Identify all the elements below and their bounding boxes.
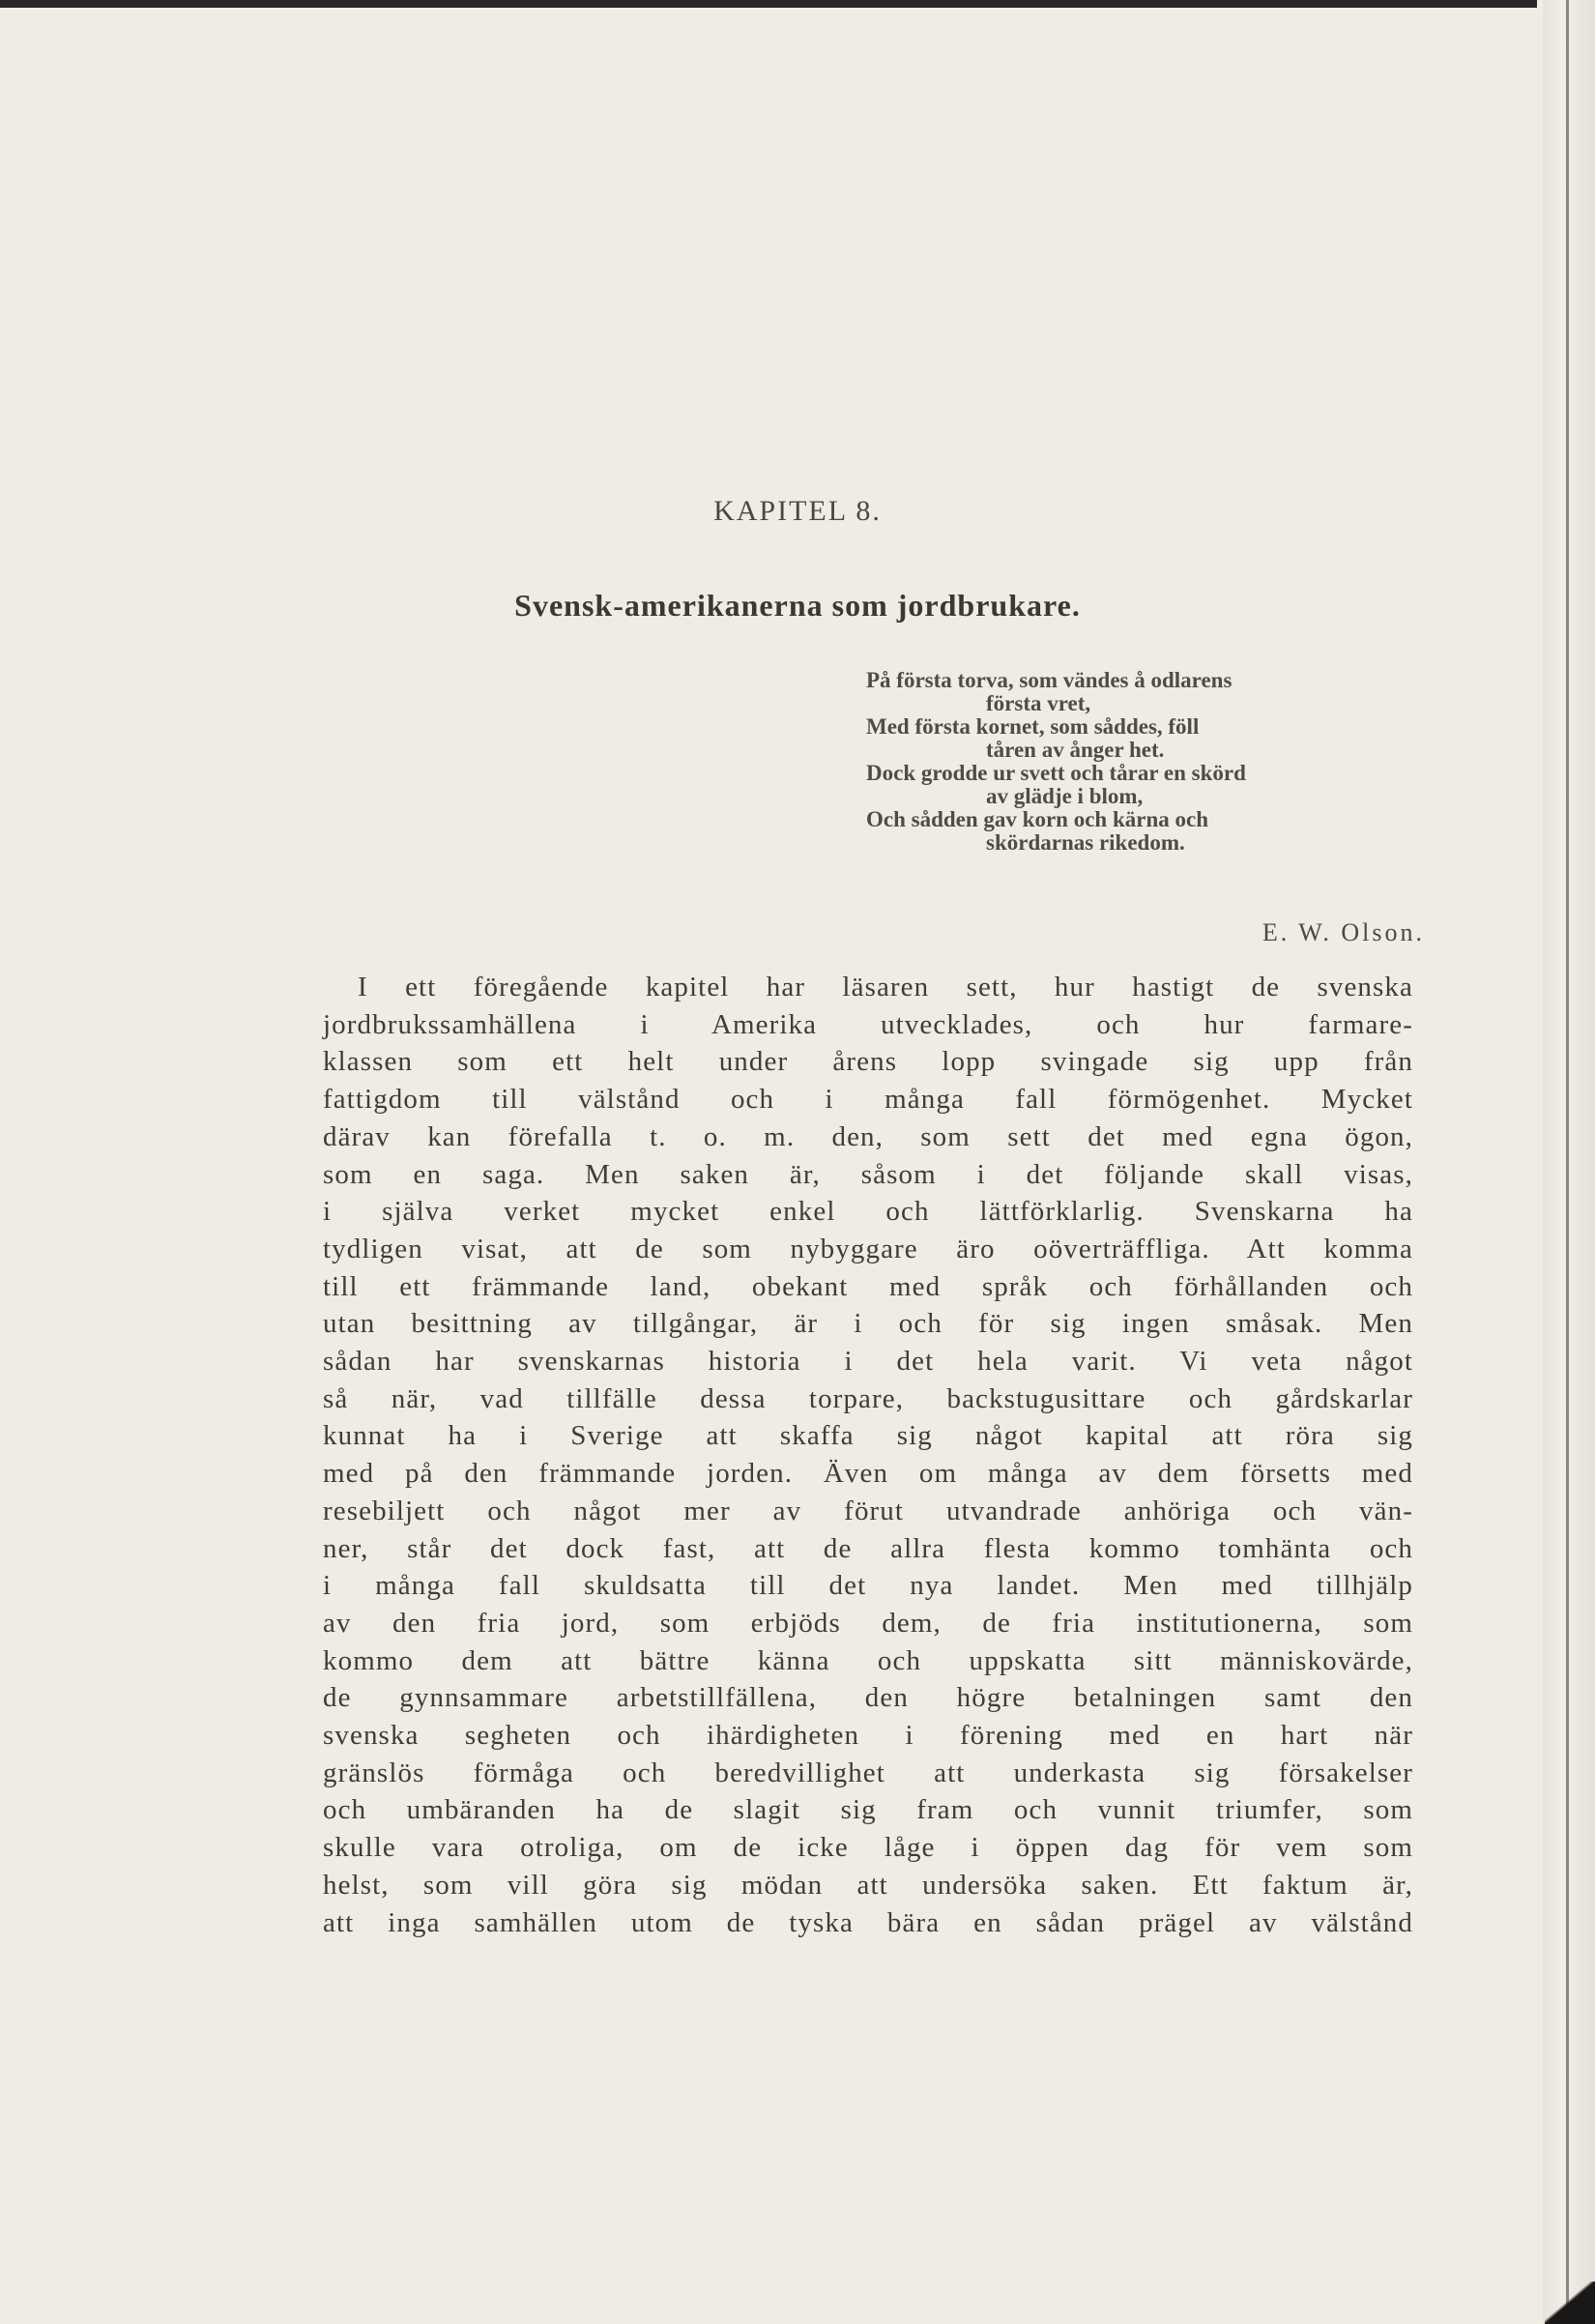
- epigraph-line: skördarnas rikedom.: [986, 830, 1185, 855]
- epigraph-line: av glädje i blom,: [986, 784, 1144, 808]
- body-line: tydligen visat, att de som nybyggare äro oöverträffliga. Att komma: [323, 1233, 1413, 1264]
- epigraph-attribution: E. W. Olson.: [1262, 918, 1425, 946]
- body-line: I ett föregående kapitel har läsaren sett, hur hastigt de svenska: [358, 972, 1413, 1002]
- epigraph-line: På första torva, som vändes å odlarens: [866, 668, 1232, 692]
- chapter-title: Svensk-amerikanerna som jordbrukare.: [514, 588, 1081, 623]
- body-line: som en saga. Men saken är, såsom i det följande skall visas,: [323, 1158, 1413, 1190]
- body-line: i själva verket mycket enkel och lättförklarlig. Svenskarna ha: [323, 1196, 1413, 1228]
- body-line: kunnat ha i Sverige att skaffa sig något kapital att röra sig: [323, 1420, 1413, 1452]
- epigraph: [866, 669, 1427, 855]
- body-line: så när, vad tillfälle dessa torpare, backstugusittare och gårdskarlar: [323, 1382, 1413, 1414]
- body-line: ner, står det dock fast, att de allra flesta kommo tomhänta och: [323, 1532, 1413, 1564]
- body-line: av den fria jord, som erbjöds dem, de fria institutionerna, som: [323, 1607, 1413, 1639]
- epigraph-line: Med första kornet, som såddes, föll: [866, 714, 1200, 739]
- body-line: kommo dem att bättre känna och uppskatta sitt människovärde,: [323, 1644, 1413, 1676]
- body-line: svenska segheten och ihärdigheten i förening med en hart när: [323, 1720, 1413, 1752]
- body-line: resebiljett och något mer av förut utvandrade anhöriga och vän-: [323, 1495, 1413, 1526]
- body-line: gränslös förmåga och beredvillighet att underkasta sig försakelser: [323, 1757, 1413, 1788]
- body-line: helst, som vill göra sig mödan att undersöka saken. Ett faktum är,: [323, 1869, 1413, 1901]
- epigraph-line: tåren av ånger het.: [986, 738, 1165, 762]
- body-line: med på den främmande jorden. Även om många av dem försetts med: [323, 1458, 1413, 1490]
- body-line: jordbrukssamhällena i Amerika utvecklades, och hur farmare-: [323, 1008, 1413, 1040]
- epigraph-line: Och sådden gav korn och kärna och: [866, 807, 1209, 831]
- body-line: till ett främmande land, obekant med språk och förhållanden och: [323, 1270, 1413, 1302]
- page-top-border: [0, 0, 1537, 8]
- body-line: därav kan förefalla t. o. m. den, som sett det med egna ögon,: [323, 1120, 1413, 1152]
- body-line: fattigdom till välstånd och i många fall förmögenhet. Mycket: [323, 1084, 1413, 1116]
- body-line: utan besittning av tillgångar, är i och för sig ingen småsak. Men: [323, 1308, 1413, 1340]
- epigraph-line: Dock grodde ur svett och tårar en skörd: [866, 761, 1246, 785]
- body-line: de gynnsammare arbetstillfällena, den högre betalningen samt den: [323, 1682, 1413, 1714]
- body-line: att inga samhällen utom de tyska bära en sådan prägel av välstånd: [323, 1906, 1413, 1938]
- binding-line: [1566, 0, 1569, 2324]
- body-paragraph: [323, 969, 1413, 1941]
- page-right-edge: [1543, 0, 1595, 2324]
- body-line: i många fall skuldsatta till det nya landet. Men med tillhjälp: [323, 1570, 1413, 1602]
- body-line: och umbäranden ha de slagit sig fram och vunnit triumfer, som: [323, 1794, 1413, 1826]
- body-line: klassen som ett helt under årens lopp svingade sig upp från: [323, 1046, 1413, 1078]
- epigraph-line: första vret,: [986, 691, 1091, 715]
- corner-shadow: [1545, 2281, 1595, 2324]
- body-line: sådan har svenskarnas historia i det hela varit. Vi veta något: [323, 1346, 1413, 1378]
- chapter-heading: KAPITEL 8.: [713, 495, 882, 527]
- body-line: skulle vara otroliga, om de icke låge i öppen dag för vem som: [323, 1832, 1413, 1864]
